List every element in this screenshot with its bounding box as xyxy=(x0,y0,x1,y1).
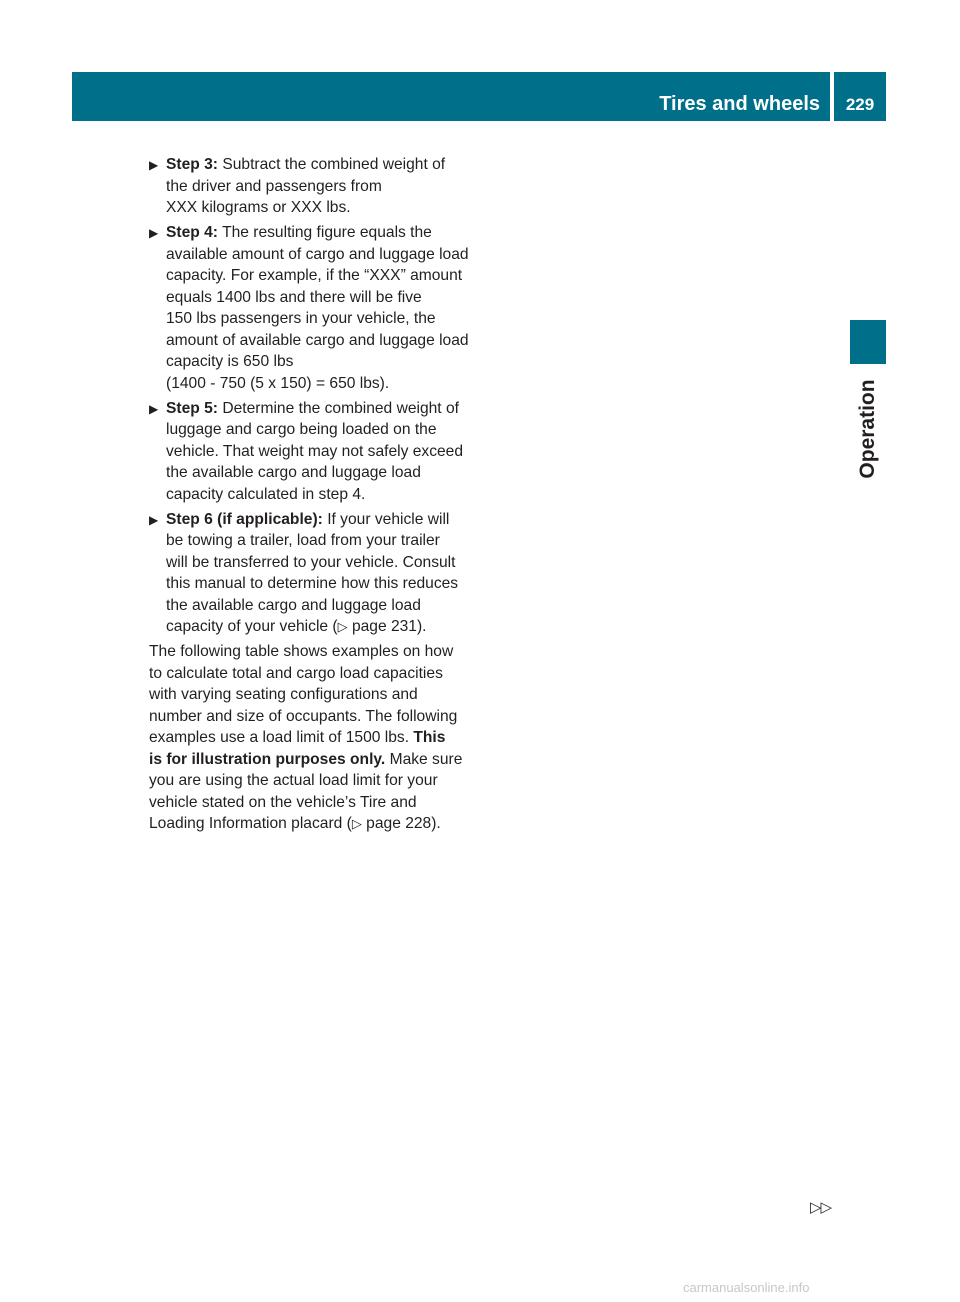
step-text: luggage and cargo being loaded on the xyxy=(166,421,437,438)
main-content xyxy=(149,154,484,835)
header-bar xyxy=(72,72,830,121)
paragraph-text: you are using the actual load limit for your xyxy=(149,772,438,789)
step-text: If your vehicle will xyxy=(327,510,450,528)
step-text: capacity calculated in step 4. xyxy=(166,485,366,503)
paragraph-text: to calculate total and cargo load capacities xyxy=(149,664,443,682)
step-lead: Step 5: xyxy=(166,399,218,417)
step-text: (1400 - 750 (5 x 150) = 650 lbs). xyxy=(166,374,390,392)
step-text: the available cargo and luggage load xyxy=(166,596,421,614)
step-text: capacity of your vehicle ( xyxy=(166,618,338,635)
explanation-paragraph xyxy=(149,641,484,835)
step-text: Determine the combined weight of xyxy=(222,399,459,417)
paragraph-text: Loading Information placard ( xyxy=(149,815,352,832)
page-reference-link[interactable]: page 231). xyxy=(347,618,427,635)
step-text: The resulting figure equals the xyxy=(222,224,432,241)
step-5 xyxy=(149,398,484,506)
paragraph-text: examples use a load limit of 1500 lbs. xyxy=(149,729,414,746)
step-lead: Step 3: xyxy=(166,156,218,173)
step-text: be towing a trailer, load from your trailer xyxy=(166,532,440,549)
emphasis-text: This xyxy=(413,729,446,746)
triangle-right-icon: ▶ xyxy=(149,512,159,527)
paragraph-text: The following table shows examples on how xyxy=(149,643,454,660)
paragraph-text: number and size of occupants. The following xyxy=(149,707,458,725)
page-number-box xyxy=(834,72,886,121)
step-text: 150 lbs passengers in your vehicle, the xyxy=(166,310,436,327)
paragraph-text: vehicle stated on the vehicle’s Tire and xyxy=(149,793,417,811)
step-3 xyxy=(149,154,484,219)
emphasis-text: is for illustration purposes only. xyxy=(149,750,386,768)
step-text: Subtract the combined weight of xyxy=(222,156,446,173)
step-text: vehicle. That weight may not safely exceed xyxy=(166,442,464,460)
step-text: the driver and passengers from xyxy=(166,177,382,195)
side-tab-label: Operation xyxy=(856,379,879,479)
step-text: equals 1400 lbs and there will be five xyxy=(166,288,422,306)
continue-icon: ▷▷ xyxy=(810,1199,832,1216)
step-lead: Step 6 (if applicable): xyxy=(166,510,323,528)
step-text: will be transferred to your vehicle. Consult xyxy=(166,553,456,571)
step-text: this manual to determine how this reduces xyxy=(166,575,459,592)
step-4 xyxy=(149,222,484,394)
step-text: capacity is 650 lbs xyxy=(166,353,294,370)
step-text: the available cargo and luggage load xyxy=(166,464,421,481)
step-lead: Step 4: xyxy=(166,224,218,241)
step-text: available amount of cargo and luggage load xyxy=(166,245,469,263)
page-reference-icon: ▷ xyxy=(337,619,348,634)
page-reference-link[interactable]: page 228). xyxy=(361,815,441,832)
watermark: carmanualsonline.info xyxy=(683,1280,810,1295)
triangle-right-icon: ▶ xyxy=(149,158,159,172)
paragraph-text: Make sure xyxy=(385,750,463,768)
step-text: capacity. For example, if the “XXX” amount xyxy=(166,267,463,284)
triangle-right-icon: ▶ xyxy=(149,226,159,240)
triangle-right-icon: ▶ xyxy=(149,401,159,416)
step-text: XXX kilograms or XXX lbs. xyxy=(166,199,351,216)
step-text: amount of available cargo and luggage load xyxy=(166,331,469,349)
section-title: Tires and wheels xyxy=(659,93,820,115)
page-reference-icon: ▷ xyxy=(351,816,362,831)
step-6 xyxy=(149,509,484,638)
paragraph-text: with varying seating configurations and xyxy=(149,686,418,703)
page-number: 229 xyxy=(845,95,875,114)
side-tab-marker xyxy=(850,320,886,364)
